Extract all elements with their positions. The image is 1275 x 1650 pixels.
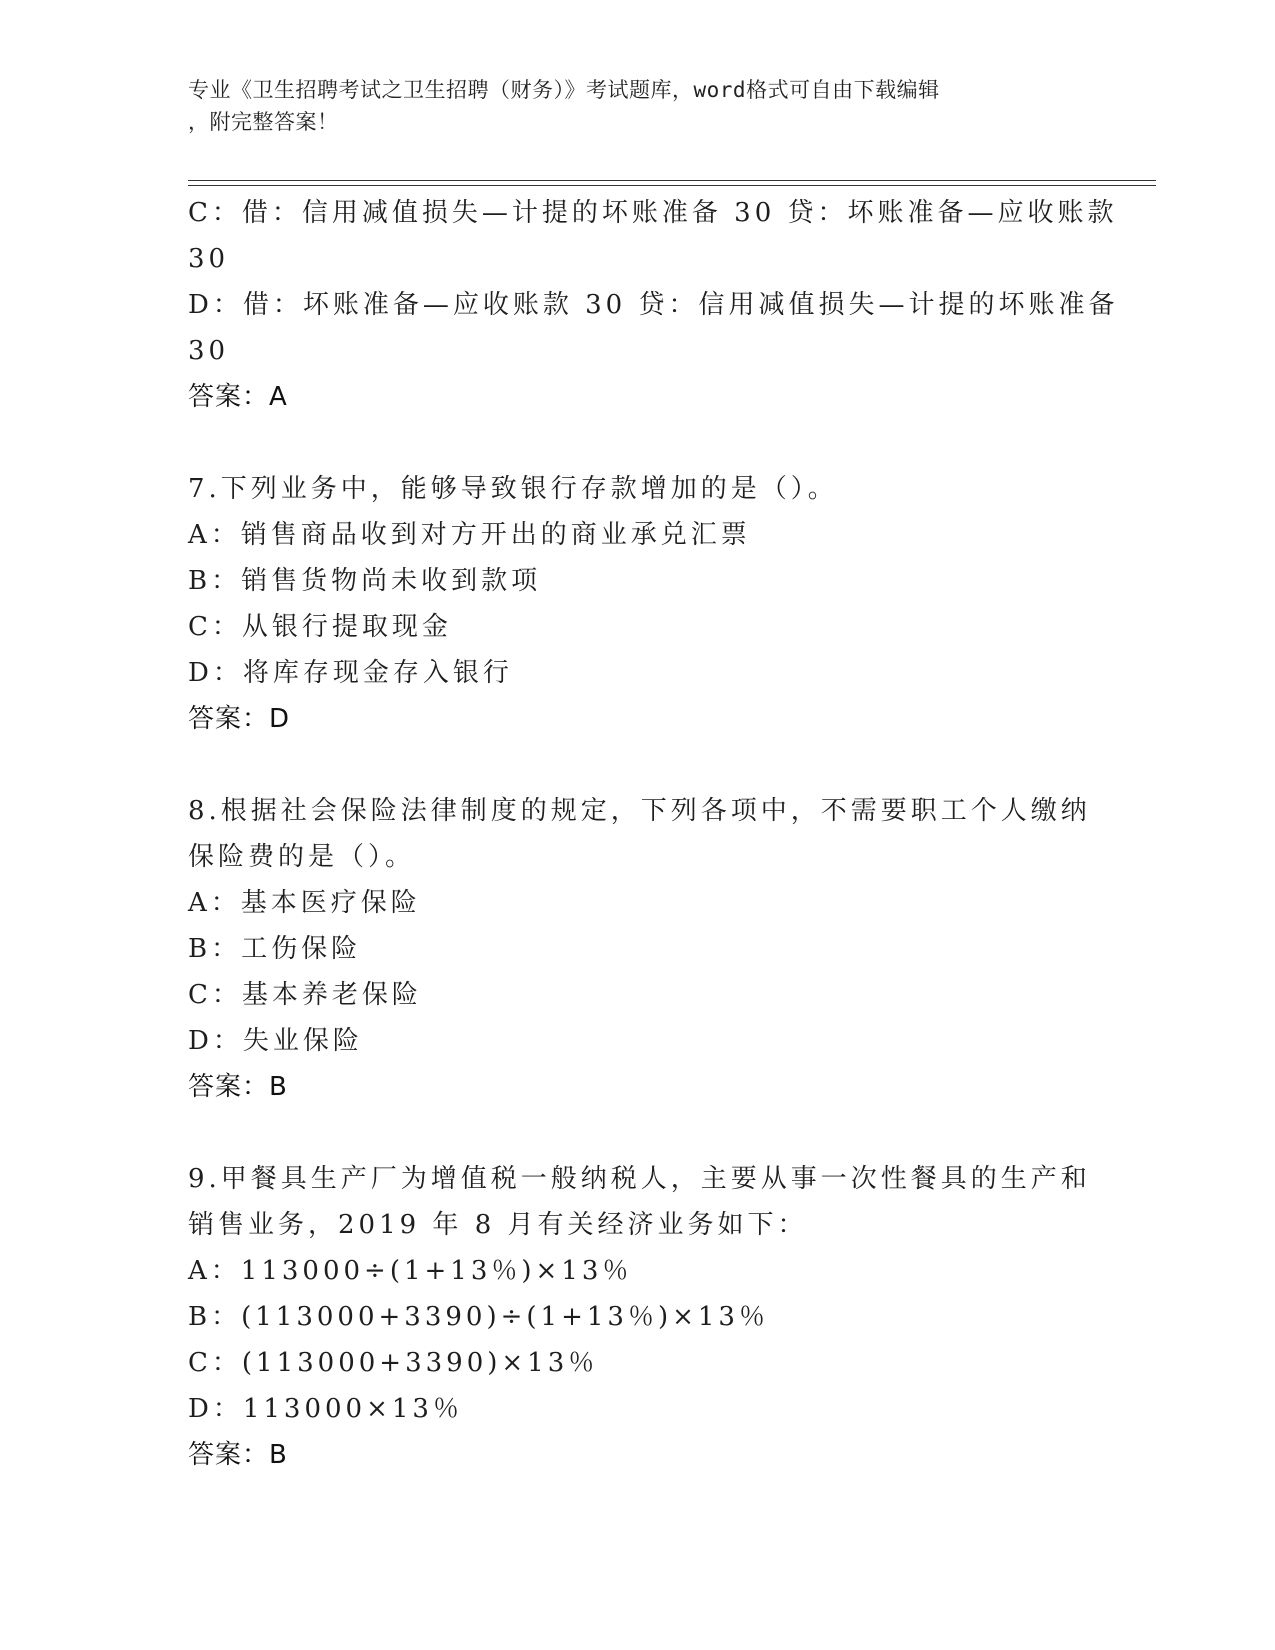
question-content — [188, 190, 1119, 1478]
spacer — [188, 1110, 1088, 1156]
question-8 — [188, 788, 1091, 1110]
header-divider-top — [188, 180, 1156, 181]
header-title-line-2: ，附完整答案！ — [188, 110, 339, 134]
q7-stem: 7.下列业务中，能够导致银行存款增加的是（）。 — [188, 474, 838, 504]
q8-stem-line-2: 保险费的是（）。 — [188, 842, 416, 872]
spacer — [188, 742, 1088, 788]
q6-option-c-line-1: C：借：信用减值损失—计提的坏账准备 30 贷：坏账准备—应收账款 — [188, 198, 1118, 228]
q6-option-d-line-1: D：借：坏账准备—应收账款 30 贷：信用减值损失—计提的坏账准备 — [188, 290, 1119, 320]
q6-option-d-line-2: 30 — [188, 336, 230, 366]
q8-option-c: C：基本养老保险 — [188, 980, 422, 1010]
question-9 — [188, 1156, 1091, 1478]
q9-option-d: D：113000×13％ — [188, 1394, 463, 1424]
q7-option-b: B：销售货物尚未收到款项 — [188, 566, 542, 596]
q7-answer: 答案：D — [188, 704, 291, 734]
q8-option-b: B：工伤保险 — [188, 934, 362, 964]
q9-option-a: A：113000÷(1+13％)×13％ — [188, 1256, 633, 1286]
q8-option-d: D：失业保险 — [188, 1026, 363, 1056]
q9-stem-line-2: 销售业务，2019 年 8 月有关经济业务如下： — [188, 1210, 808, 1240]
q7-option-c: C：从银行提取现金 — [188, 612, 452, 642]
header-divider-bottom — [188, 185, 1156, 186]
q8-stem-line-1: 8.根据社会保险法律制度的规定，下列各项中，不需要职工个人缴纳 — [188, 796, 1091, 826]
spacer — [188, 420, 1088, 466]
q6-answer: 答案：A — [188, 382, 288, 412]
q9-answer: 答案：B — [188, 1440, 288, 1470]
q9-stem-line-1: 9.甲餐具生产厂为增值税一般纳税人，主要从事一次性餐具的生产和 — [188, 1164, 1091, 1194]
q9-option-b: B：(113000+3390)÷(1+13％)×13％ — [188, 1302, 769, 1332]
q7-option-a: A：销售商品收到对方开出的商业承兑汇票 — [188, 520, 751, 550]
q6-option-c-line-2: 30 — [188, 244, 230, 274]
header-title-line-1: 专业《卫生招聘考试之卫生招聘（财务）》考试题库，word格式可自由下载编辑 — [188, 78, 940, 102]
q9-option-c: C：(113000+3390)×13％ — [188, 1348, 599, 1378]
q7-option-d: D：将库存现金存入银行 — [188, 658, 513, 688]
document-header — [188, 74, 1088, 138]
q8-answer: 答案：B — [188, 1072, 288, 1102]
question-7 — [188, 466, 1088, 742]
q8-option-a: A：基本医疗保险 — [188, 888, 421, 918]
question-6-tail — [188, 190, 1119, 420]
